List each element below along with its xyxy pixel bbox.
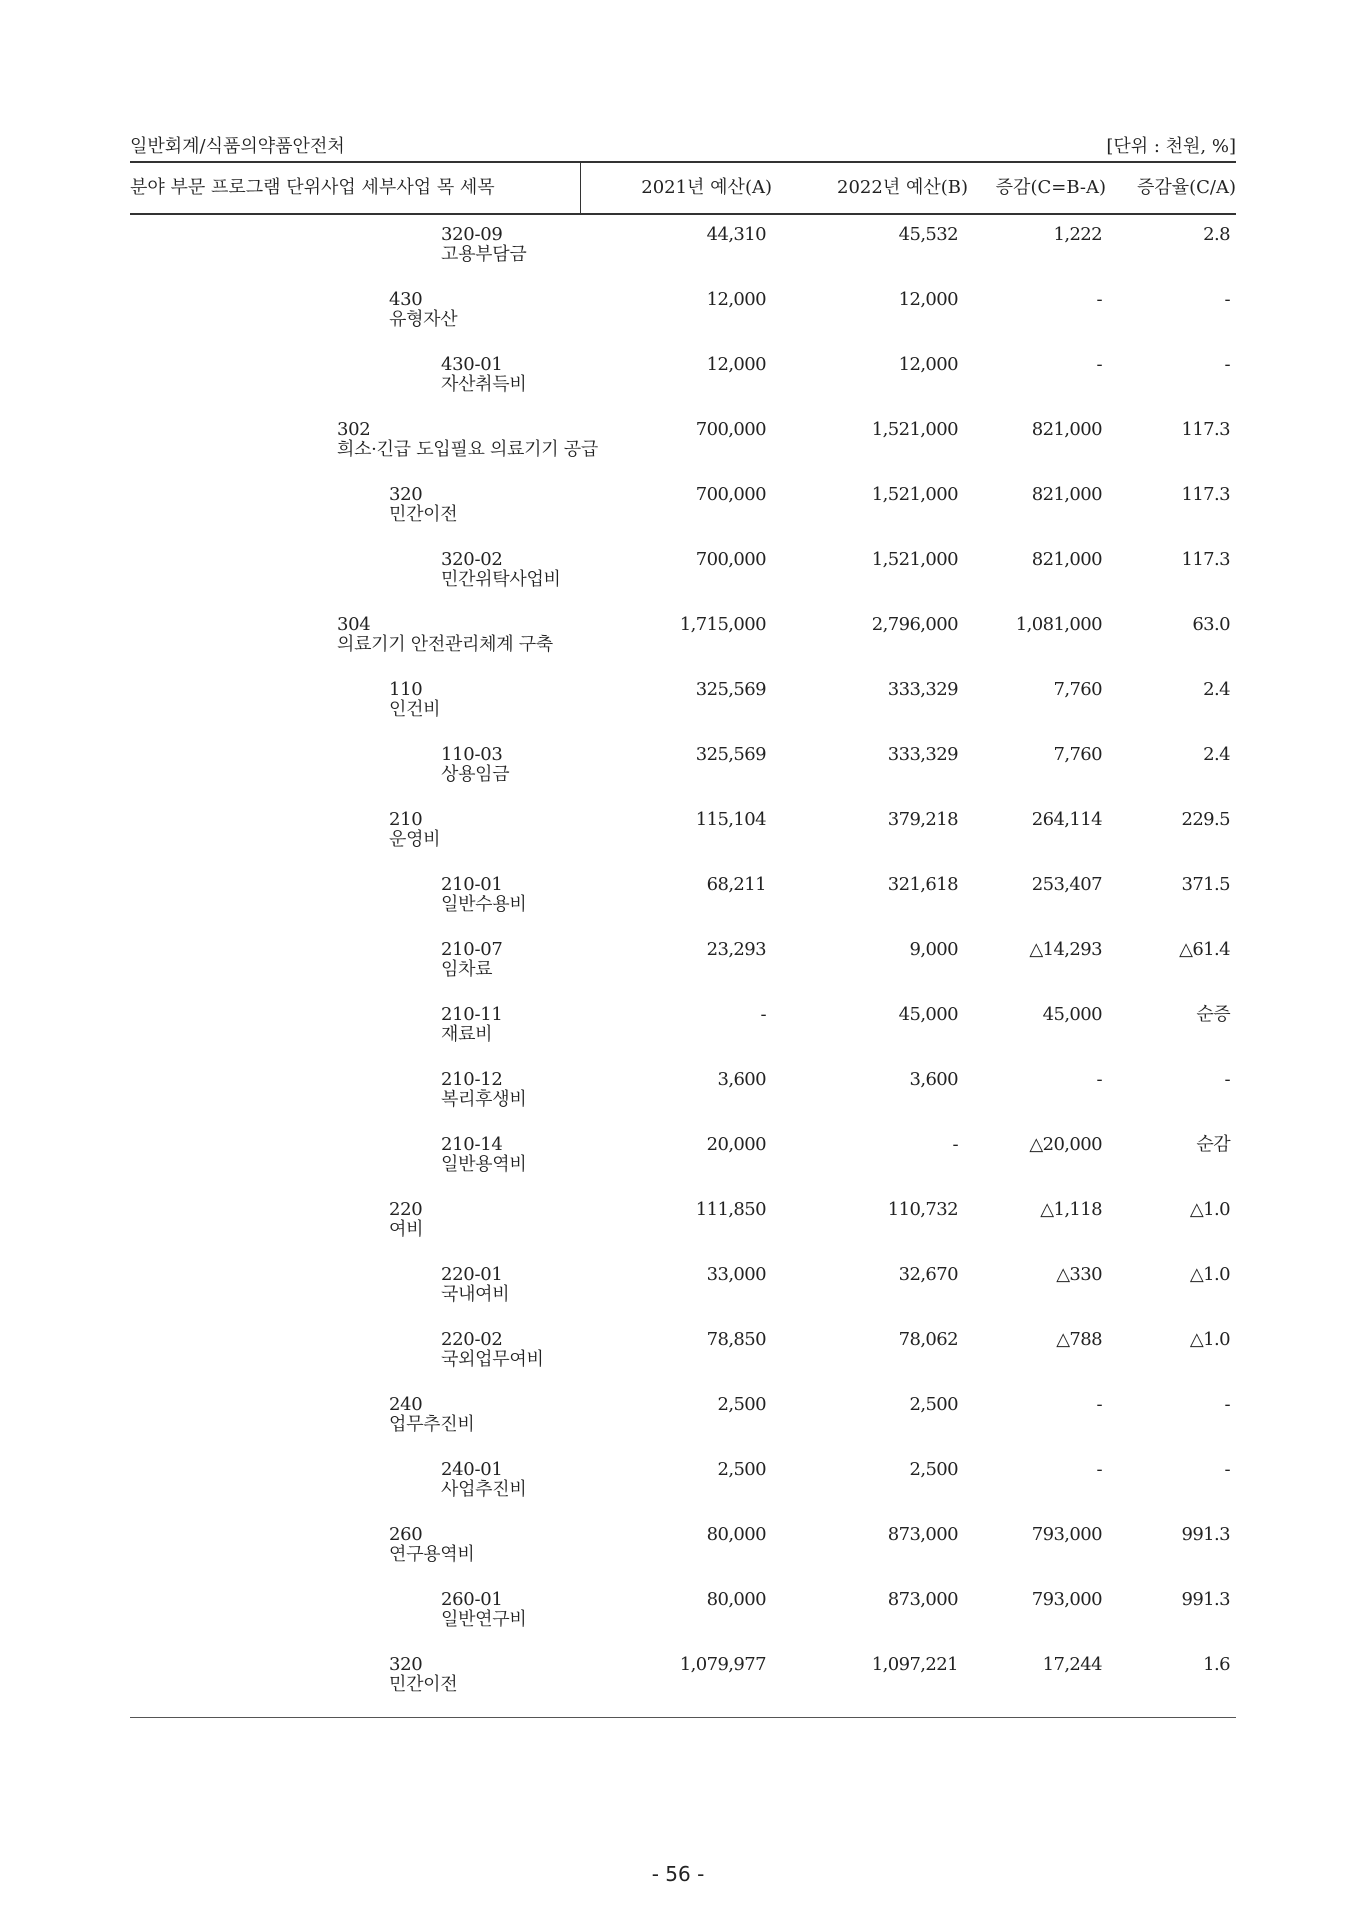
item-name: 민간이전	[389, 504, 458, 525]
table-row	[0, 225, 1356, 290]
change-cell: 264,114	[1031, 809, 1102, 830]
budget-2022-cell: 321,618	[887, 874, 958, 895]
item-name: 일반수용비	[441, 894, 527, 915]
page-number: - 56 -	[651, 1862, 705, 1886]
table-row	[0, 1135, 1356, 1200]
item-code: 220	[389, 1199, 423, 1220]
change-cell: 17,244	[1042, 1654, 1102, 1675]
change-rate-cell: △1.0	[1189, 1264, 1230, 1285]
table-row	[0, 1525, 1356, 1590]
change-rate-cell: -	[1224, 354, 1230, 375]
change-rate-cell: 991.3	[1181, 1524, 1230, 1545]
budget-2021-cell: 325,569	[695, 744, 766, 765]
item-name: 사업추진비	[441, 1479, 527, 1500]
budget-2021-cell: -	[760, 1004, 766, 1025]
column-header-hierarchy: 분야 부문 프로그램 단위사업 세부사업 목 세목	[130, 177, 495, 198]
budget-2022-cell: 45,000	[898, 1004, 958, 1025]
item-name: 민간위탁사업비	[441, 569, 561, 590]
budget-2022-cell: 12,000	[898, 289, 958, 310]
budget-2022-cell: 1,521,000	[871, 484, 958, 505]
budget-2021-cell: 325,569	[695, 679, 766, 700]
change-cell: 793,000	[1031, 1589, 1102, 1610]
budget-2022-cell: 333,329	[887, 679, 958, 700]
table-row	[0, 550, 1356, 615]
table-row	[0, 810, 1356, 875]
item-code: 210	[389, 809, 423, 830]
table-row	[0, 875, 1356, 940]
table-row	[0, 1265, 1356, 1330]
table-row	[0, 1590, 1356, 1655]
budget-2021-cell: 78,850	[706, 1329, 766, 1350]
budget-2021-cell: 111,850	[695, 1199, 766, 1220]
budget-2022-cell: 333,329	[887, 744, 958, 765]
change-cell: 45,000	[1042, 1004, 1102, 1025]
item-name: 고용부담금	[441, 244, 527, 265]
item-code: 260-01	[441, 1589, 503, 1610]
account-title: 일반회계/식품의약품안전처	[130, 136, 345, 157]
budget-2021-cell: 3,600	[717, 1069, 766, 1090]
table-row	[0, 420, 1356, 485]
budget-2021-cell: 80,000	[706, 1524, 766, 1545]
change-cell: 821,000	[1031, 549, 1102, 570]
column-header-change: 증감(C=B-A)	[995, 177, 1106, 198]
change-rate-cell: 117.3	[1181, 419, 1230, 440]
table-row	[0, 615, 1356, 680]
budget-2021-cell: 700,000	[695, 419, 766, 440]
item-code: 320-09	[441, 224, 503, 245]
unit-label: [단위 : 천원, %]	[1106, 136, 1236, 157]
budget-2022-cell: 1,521,000	[871, 549, 958, 570]
item-code: 302	[337, 419, 371, 440]
change-rate-cell: 2.8	[1203, 224, 1230, 245]
item-code: 320	[389, 484, 423, 505]
budget-2021-cell: 700,000	[695, 549, 766, 570]
budget-2022-cell: 2,500	[909, 1459, 958, 1480]
change-cell: -	[1096, 1069, 1102, 1090]
change-cell: 7,760	[1053, 744, 1102, 765]
table-row	[0, 1460, 1356, 1525]
budget-2021-cell: 68,211	[706, 874, 766, 895]
item-name: 유형자산	[389, 309, 458, 330]
item-name: 의료기기 안전관리체계 구축	[337, 634, 553, 655]
budget-2022-cell: 9,000	[909, 939, 958, 960]
item-name: 업무추진비	[389, 1414, 475, 1435]
table-row	[0, 1200, 1356, 1265]
change-rate-cell: -	[1224, 1069, 1230, 1090]
budget-2021-cell: 700,000	[695, 484, 766, 505]
change-rate-cell: △1.0	[1189, 1199, 1230, 1220]
item-name: 복리후생비	[441, 1089, 527, 1110]
budget-2021-cell: 80,000	[706, 1589, 766, 1610]
table-row	[0, 1655, 1356, 1720]
table-bottom-rule	[130, 1717, 1236, 1718]
change-cell: △1,118	[1040, 1199, 1102, 1220]
change-rate-cell: 순증	[1196, 1004, 1230, 1025]
item-code: 240	[389, 1394, 423, 1415]
change-rate-cell: 117.3	[1181, 549, 1230, 570]
item-code: 210-01	[441, 874, 503, 895]
change-cell: -	[1096, 1459, 1102, 1480]
change-cell: 7,760	[1053, 679, 1102, 700]
item-code: 240-01	[441, 1459, 503, 1480]
budget-2022-cell: 3,600	[909, 1069, 958, 1090]
budget-2022-cell: 110,732	[887, 1199, 958, 1220]
page-header	[130, 132, 1236, 160]
change-rate-cell: 991.3	[1181, 1589, 1230, 1610]
change-cell: 1,081,000	[1015, 614, 1102, 635]
change-rate-cell: -	[1224, 1394, 1230, 1415]
change-rate-cell: 371.5	[1181, 874, 1230, 895]
budget-2022-cell: 873,000	[887, 1524, 958, 1545]
table-row	[0, 355, 1356, 420]
change-rate-cell: -	[1224, 289, 1230, 310]
change-rate-cell: 2.4	[1203, 679, 1230, 700]
budget-2022-cell: 379,218	[887, 809, 958, 830]
budget-2022-cell: 45,532	[898, 224, 958, 245]
budget-2022-cell: 873,000	[887, 1589, 958, 1610]
table-row	[0, 1395, 1356, 1460]
item-code: 430	[389, 289, 423, 310]
column-header-change-rate: 증감율(C/A)	[1136, 177, 1236, 198]
item-code: 220-02	[441, 1329, 503, 1350]
budget-2022-cell: -	[952, 1134, 958, 1155]
change-cell: △788	[1056, 1329, 1102, 1350]
item-name: 재료비	[441, 1024, 493, 1045]
item-code: 320-02	[441, 549, 503, 570]
item-code: 210-11	[441, 1004, 503, 1025]
budget-2021-cell: 23,293	[706, 939, 766, 960]
budget-table-body	[0, 225, 1356, 1720]
column-header-budget-2021: 2021년 예산(A)	[641, 177, 772, 198]
item-code: 210-12	[441, 1069, 503, 1090]
table-row	[0, 1070, 1356, 1135]
budget-2022-cell: 1,521,000	[871, 419, 958, 440]
budget-2021-cell: 115,104	[695, 809, 766, 830]
change-cell: △330	[1056, 1264, 1102, 1285]
budget-2021-cell: 1,715,000	[679, 614, 766, 635]
table-row	[0, 485, 1356, 550]
change-cell: △20,000	[1029, 1134, 1102, 1155]
change-rate-cell: 63.0	[1192, 614, 1230, 635]
column-header-budget-2022: 2022년 예산(B)	[837, 177, 968, 198]
change-cell: 821,000	[1031, 419, 1102, 440]
item-name: 상용임금	[441, 764, 510, 785]
change-cell: -	[1096, 289, 1102, 310]
header-bottom-rule	[130, 213, 1236, 215]
table-row	[0, 940, 1356, 1005]
budget-2021-cell: 20,000	[706, 1134, 766, 1155]
change-rate-cell: 순감	[1196, 1134, 1230, 1155]
item-code: 304	[337, 614, 371, 635]
budget-2022-cell: 1,097,221	[871, 1654, 958, 1675]
item-name: 희소·긴급 도입필요 의료기기 공급	[337, 439, 598, 460]
item-code: 210-07	[441, 939, 503, 960]
item-name: 일반연구비	[441, 1609, 527, 1630]
item-code: 110	[389, 679, 423, 700]
item-name: 임차료	[441, 959, 493, 980]
item-code: 210-14	[441, 1134, 503, 1155]
change-cell: -	[1096, 1394, 1102, 1415]
budget-2021-cell: 12,000	[706, 354, 766, 375]
budget-2021-cell: 12,000	[706, 289, 766, 310]
budget-2021-cell: 2,500	[717, 1394, 766, 1415]
item-name: 민간이전	[389, 1674, 458, 1695]
item-name: 여비	[389, 1219, 424, 1240]
budget-2022-cell: 12,000	[898, 354, 958, 375]
change-cell: 793,000	[1031, 1524, 1102, 1545]
budget-2022-cell: 2,796,000	[871, 614, 958, 635]
table-row	[0, 290, 1356, 355]
change-cell: △14,293	[1029, 939, 1102, 960]
item-name: 일반용역비	[441, 1154, 527, 1175]
item-code: 430-01	[441, 354, 503, 375]
budget-2021-cell: 33,000	[706, 1264, 766, 1285]
budget-2022-cell: 78,062	[898, 1329, 958, 1350]
table-row	[0, 680, 1356, 745]
change-rate-cell: 1.6	[1203, 1654, 1230, 1675]
change-rate-cell: -	[1224, 1459, 1230, 1480]
item-name: 국내여비	[441, 1284, 510, 1305]
item-name: 연구용역비	[389, 1544, 475, 1565]
item-name: 자산취득비	[441, 374, 527, 395]
item-name: 국외업무여비	[441, 1349, 544, 1370]
table-row	[0, 1330, 1356, 1395]
change-rate-cell: △61.4	[1179, 939, 1230, 960]
change-rate-cell: 229.5	[1181, 809, 1230, 830]
budget-2021-cell: 1,079,977	[679, 1654, 766, 1675]
item-code: 220-01	[441, 1264, 503, 1285]
budget-2022-cell: 32,670	[898, 1264, 958, 1285]
item-name: 인건비	[389, 699, 441, 720]
change-cell: 253,407	[1031, 874, 1102, 895]
table-row	[0, 1005, 1356, 1070]
item-code: 260	[389, 1524, 423, 1545]
change-cell: 821,000	[1031, 484, 1102, 505]
change-rate-cell: 117.3	[1181, 484, 1230, 505]
table-row	[0, 745, 1356, 810]
change-rate-cell: 2.4	[1203, 744, 1230, 765]
item-code: 320	[389, 1654, 423, 1675]
item-code: 110-03	[441, 744, 503, 765]
change-rate-cell: △1.0	[1189, 1329, 1230, 1350]
change-cell: -	[1096, 354, 1102, 375]
change-cell: 1,222	[1053, 224, 1102, 245]
budget-2021-cell: 2,500	[717, 1459, 766, 1480]
budget-2022-cell: 2,500	[909, 1394, 958, 1415]
budget-2021-cell: 44,310	[706, 224, 766, 245]
item-name: 운영비	[389, 829, 441, 850]
